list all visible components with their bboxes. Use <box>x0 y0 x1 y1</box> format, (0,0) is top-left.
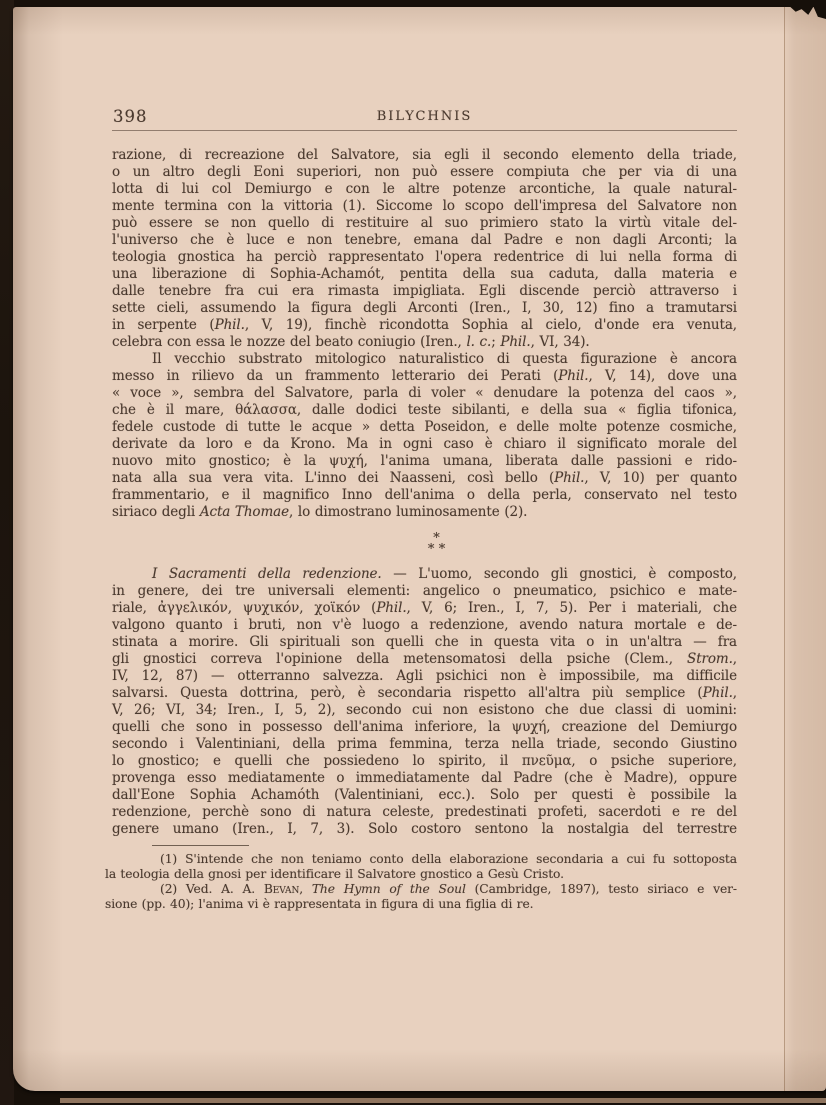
text-line: « voce », sembra del Salvatore, parla di voler « denudare la potenza del caos », <box>112 385 737 401</box>
text-line: una liberazione di Sophia-Achamót, pentita della sua caduta, dalla materia e <box>112 266 737 282</box>
text-line: mente termina con la vittoria (1). Siccome lo scopo dell'impresa del Salvatore non <box>112 198 737 214</box>
text-line: secondo i Valentiniani, della prima femmina, terza nella triade, secondo Giustino <box>112 736 737 752</box>
text-line: in serpente (Phil., V, 19), finchè ricondotta Sophia al cielo, d'onde era venuta, <box>112 317 737 333</box>
text-line: che è il mare, θάλασσα, dalle dodici teste sibilanti, e della sua « figlia tifonica, <box>112 402 737 418</box>
text-line: (1) S'intende che non teniamo conto della elaborazione secondaria a cui fu sottoposta <box>160 852 737 866</box>
text-line: sette cieli, assumendo la figura degli Arconti (Iren., I, 30, 12) fino a tramutarsi <box>112 300 737 316</box>
paragraph-group-main <box>112 147 737 521</box>
text-line: (2) Ved. A. A. Bevan, The Hymn of the Soul (Cambridge, 1897), testo siriaco e ver- <box>160 882 737 896</box>
text-line: V, 26; VI, 34; Iren., I, 5, 2), secondo cui non esistono che due classi di uomini: <box>112 702 737 718</box>
asterisk-pair: * * <box>427 542 446 557</box>
page-header <box>112 103 737 131</box>
text-line: provenga esso mediatamente o immediatamente dal Padre (che è Madre), oppure <box>112 770 737 786</box>
footnotes <box>105 852 737 912</box>
text-line: Il vecchio substrato mitologico naturalistico di questa figurazione è ancora <box>152 351 737 367</box>
page-content <box>13 7 826 1091</box>
text-line: l'universo che è luce e non tenebre, emana dal Padre e non dagli Arconti; la <box>112 232 737 248</box>
paragraph-group-sacramenti <box>112 566 737 838</box>
text-line: dall'Eone Sophia Achamóth (Valentiniani, ecc.). Solo per questi è possibile la <box>112 787 737 803</box>
text-line: gli gnostici correva l'opinione della metensomatosi della psiche (Clem., Strom., <box>112 651 737 667</box>
text-line: nuovo mito gnostico; è la ψυχή, l'anima umana, liberata dalle passioni e rido- <box>112 453 737 469</box>
text-line: in genere, dei tre universali elementi: angelico o pneumatico, psichico e mate- <box>112 583 737 599</box>
paragraph <box>112 566 737 838</box>
text-line: quelli che sono in possesso dell'anima inferiore, la ψυχή, creazione del Demiurgo <box>112 719 737 735</box>
paragraph <box>105 882 737 912</box>
paragraph <box>105 852 737 882</box>
text-line: lo gnostico; e quelli che possiedeno lo spirito, il πνεῦμα, o psiche superiore, <box>112 753 737 769</box>
text-line: IV, 12, 87) — otterranno salvezza. Agli psichici non è impossibile, ma difficile <box>112 668 737 684</box>
text-line: celebra con essa le nozze del beato coniugio (Iren., l. c.; Phil., VI, 34). <box>112 334 590 350</box>
section-separator <box>124 521 749 566</box>
text-line: dalle tenebre fra cui era rimasta impigliata. Egli discende perciò attraverso i <box>112 283 737 299</box>
paragraph <box>112 147 737 351</box>
binding-edge <box>0 0 14 1105</box>
text-line: lotta di lui col Demiurgo e con le altre potenze arcontiche, la quale natural- <box>112 181 737 197</box>
text-line: derivate da loro e da Krono. Ma in ogni caso è chiaro il significato morale del <box>112 436 737 452</box>
footnote-rule <box>152 845 249 846</box>
text-line: sione (pp. 40); l'anima vi è rappresentata in figura di una figlia di re. <box>105 897 534 911</box>
body-text <box>105 147 737 912</box>
page-number: 398 <box>113 107 148 126</box>
paragraph <box>112 351 737 521</box>
text-line: messo in rilievo da un frammento letterario dei Perati (Phil., V, 14), dove una <box>112 368 737 384</box>
text-line: valgono quanto i bruti, non v'è luogo a redenzione, avendo natura mortale e de- <box>112 617 737 633</box>
text-line: stinata a morire. Gli spirituali son quelli che in questa vita o in un'altra — fra <box>112 634 737 650</box>
text-line: genere umano (Iren., I, 7, 3). Solo costoro sentono la nostalgia del terrestre <box>112 821 737 837</box>
journal-title: BILYCHNIS <box>376 109 473 124</box>
page-sheet <box>13 7 826 1091</box>
text-line: teologia gnostica ha perciò rappresentato l'opera redentrice di lui nella forma di <box>112 249 737 265</box>
text-line: frammentario, e il magnifico Inno dell'anima o della perla, conservato nel testo <box>112 487 737 503</box>
text-line: redenzione, perchè sono di natura celeste, predestinati profeti, sacerdoti e re del <box>112 804 737 820</box>
text-line: siriaco degli Acta Thomae, lo dimostrano luminosamente (2). <box>112 504 528 520</box>
under-page-edge <box>60 1098 826 1103</box>
text-line: I Sacramenti della redenzione. — L'uomo, secondo gli gnostici, è composto, <box>152 566 737 582</box>
text-line: salvarsi. Questa dottrina, però, è secondaria rispetto all'altra più semplice (Phil., <box>112 685 737 701</box>
text-line: la teologia della gnosi per identificare il Salvatore gnostico a Gesù Cristo. <box>105 867 564 881</box>
text-line: può essere se non quello di restituire al suo primiero stato la virtù vitale del- <box>112 215 737 231</box>
text-line: riale, ἀγγελικόν, ψυχικόν, χοϊκόν (Phil., V, 6; Iren., I, 7, 5). Per i materiali, che <box>112 600 737 616</box>
text-line: fedele custode di tutte le acque » detta Poseidon, e delle molte potenze cosmiche, <box>112 419 737 435</box>
text-line: razione, di recreazione del Salvatore, sia egli il secondo elemento della triade, <box>112 147 737 163</box>
asterisk-top: * <box>433 531 440 546</box>
text-line: o un altro degli Eoni superiori, non può essere compiuta che per via di una <box>112 164 737 180</box>
text-line: nata alla sua vera vita. L'inno dei Naasseni, così bello (Phil., V, 10) per quanto <box>112 470 737 486</box>
